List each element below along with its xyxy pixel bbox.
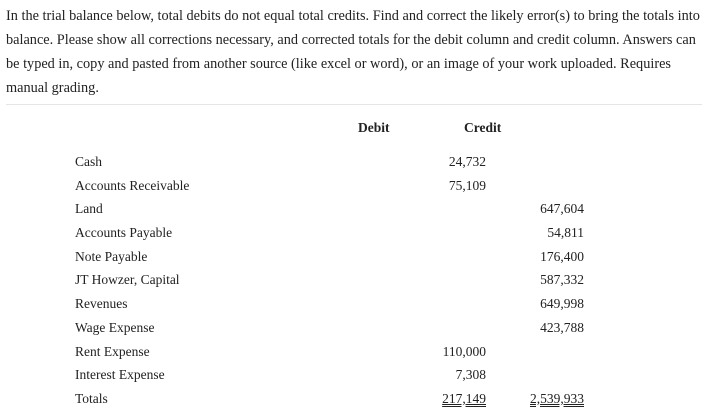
totals-row	[75, 387, 584, 411]
debit-total: 217,149	[442, 390, 486, 406]
credit-amount: 54,811	[547, 225, 584, 241]
credit-amount: 587,332	[540, 272, 584, 288]
account-name: Accounts Payable	[75, 225, 173, 241]
credit-column-header: Credit	[464, 120, 502, 135]
credit-amount: 176,400	[540, 248, 584, 264]
question-prompt: In the trial balance below, total debits do not equal total credits. Find and correct the likely error(s) to bring the totals into balance. Please show all corrections necessary, and corrected totals for the debit column and credit column. Answers can be typed in, copy and pasted from another source (like excel or word), or an image of your work uploaded. Requires manual grading.	[6, 4, 702, 105]
debit-column-header: Debit	[358, 120, 390, 135]
credit-amount: 647,604	[540, 201, 584, 217]
table-row	[75, 268, 584, 292]
account-name: Rent Expense	[75, 343, 150, 359]
credit-amount: 423,788	[540, 319, 584, 335]
account-name: Cash	[75, 154, 102, 169]
table-row	[75, 174, 535, 198]
totals-label: Totals	[75, 390, 108, 406]
table-row	[75, 340, 535, 364]
debit-amount: 7,308	[455, 367, 486, 383]
table-row	[75, 316, 584, 340]
debit-amount: 75,109	[448, 177, 486, 193]
table-row	[75, 245, 584, 269]
debit-amount: 110,000	[442, 343, 486, 359]
account-name: Accounts Receivable	[75, 177, 190, 193]
table-row	[75, 150, 535, 174]
table-row	[75, 197, 584, 221]
account-name: Land	[75, 201, 103, 217]
table-row	[75, 292, 584, 316]
credit-total: 2,539,933	[530, 390, 584, 406]
table-header-row	[75, 116, 535, 139]
account-name: Note Payable	[75, 248, 148, 264]
table-row	[75, 363, 535, 387]
debit-amount: 24,732	[448, 154, 486, 169]
account-name: Interest Expense	[75, 367, 165, 383]
trial-balance-table	[75, 116, 584, 411]
account-name: Revenues	[75, 296, 128, 312]
credit-amount: 649,998	[540, 296, 584, 312]
account-name: JT Howzer, Capital	[75, 272, 180, 288]
account-name: Wage Expense	[75, 319, 155, 335]
table-row	[75, 221, 584, 245]
